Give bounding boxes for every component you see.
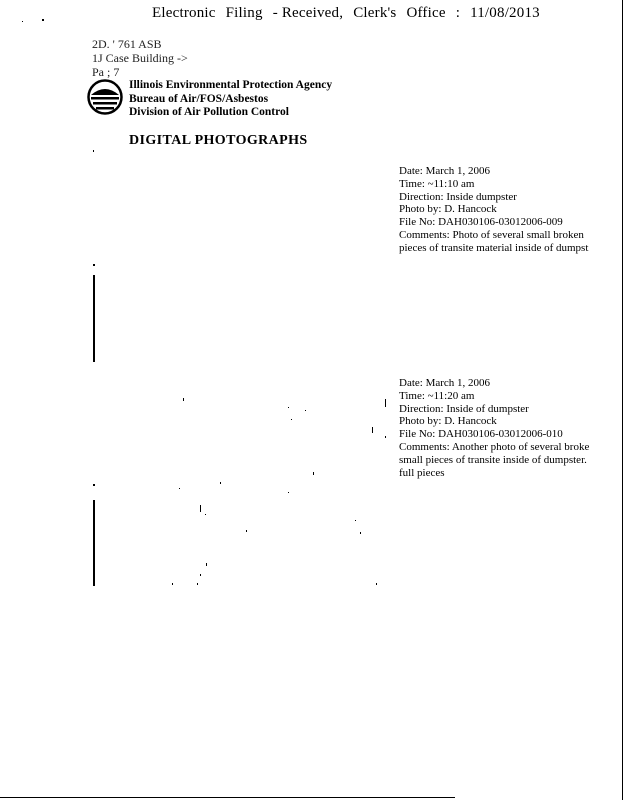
scan-speck [355, 520, 356, 521]
header-part: Office [406, 5, 446, 21]
scan-speck [179, 488, 180, 489]
photo-comments-continued: full pieces [399, 466, 445, 479]
scan-speck [385, 399, 386, 407]
photo-1-left-edge [93, 275, 95, 362]
photo-comments: Comments: Another photo of several broke [399, 440, 590, 453]
header-part: Filing [225, 5, 263, 21]
photo-file-number: File No: DAH030106-03012006-009 [399, 216, 563, 229]
reference-line-2: 1J Case Building -> [92, 51, 188, 65]
filing-stamp-header [152, 5, 550, 22]
scan-speck [93, 484, 95, 486]
photo-time: Time: ~11:20 am [399, 389, 475, 402]
scan-speck [22, 21, 23, 22]
photo-direction: Direction: Inside of dumpster [399, 402, 529, 415]
scan-speck [206, 563, 207, 566]
scan-bottom-edge [0, 797, 455, 798]
header-part: - Received, [272, 5, 344, 21]
scan-speck [288, 407, 289, 408]
scan-speck [385, 436, 386, 438]
header-part: : [455, 5, 461, 21]
scan-speck [172, 583, 173, 585]
photo-author: Photo by: D. Hancock [399, 203, 497, 216]
scan-speck [42, 19, 44, 21]
illinois-epa-seal-icon [87, 79, 123, 115]
photo-time: Time: ~11:10 am [399, 177, 475, 190]
agency-name: Illinois Environmental Protection Agency [129, 79, 333, 91]
header-part: 11/08/2013 [470, 5, 540, 21]
scan-right-edge [622, 0, 623, 800]
scan-speck [372, 427, 373, 433]
photo-comments-continued: small pieces of transite inside of dumpster. [399, 453, 587, 466]
photo-direction: Direction: Inside dumpster [399, 190, 517, 203]
photo-1-metadata [399, 165, 588, 255]
reference-line-3: Pa ; 7 [92, 65, 120, 79]
photo-2-metadata [399, 377, 589, 479]
photo-date: Date: March 1, 2006 [399, 377, 491, 389]
header-part: Clerk's [353, 5, 397, 21]
scan-speck [93, 264, 95, 266]
document-title: DIGITAL PHOTOGRAPHS [129, 133, 308, 148]
scan-speck [376, 583, 377, 585]
agency-division: Division of Air Pollution Control [129, 106, 289, 118]
scan-speck [305, 410, 306, 411]
agency-bureau: Bureau of Air/FOS/Asbestos [129, 92, 269, 105]
scan-speck [183, 398, 184, 401]
scan-speck [200, 574, 201, 576]
photo-2-left-edge [93, 500, 95, 586]
photo-author: Photo by: D. Hancock [399, 415, 497, 428]
reference-line-1: 2D. ' 761 ASB [92, 37, 162, 51]
photo-file-number: File No: DAH030106-03012006-010 [399, 428, 563, 441]
photo-comments-continued: pieces of transite material inside of dumpst [399, 241, 589, 254]
scan-speck [288, 492, 289, 493]
scan-speck [313, 472, 314, 475]
scan-speck [205, 514, 206, 515]
photo-comments: Comments: Photo of several small broken [399, 228, 584, 241]
header-part: Electronic [152, 5, 216, 21]
scan-speck [220, 482, 221, 484]
scan-speck [246, 530, 247, 532]
agency-block [129, 79, 332, 120]
scan-speck [93, 150, 94, 152]
scan-speck [197, 583, 198, 585]
photo-date: Date: March 1, 2006 [399, 165, 491, 177]
scan-speck [200, 505, 201, 512]
scan-speck [360, 532, 361, 534]
scan-speck [291, 419, 292, 420]
